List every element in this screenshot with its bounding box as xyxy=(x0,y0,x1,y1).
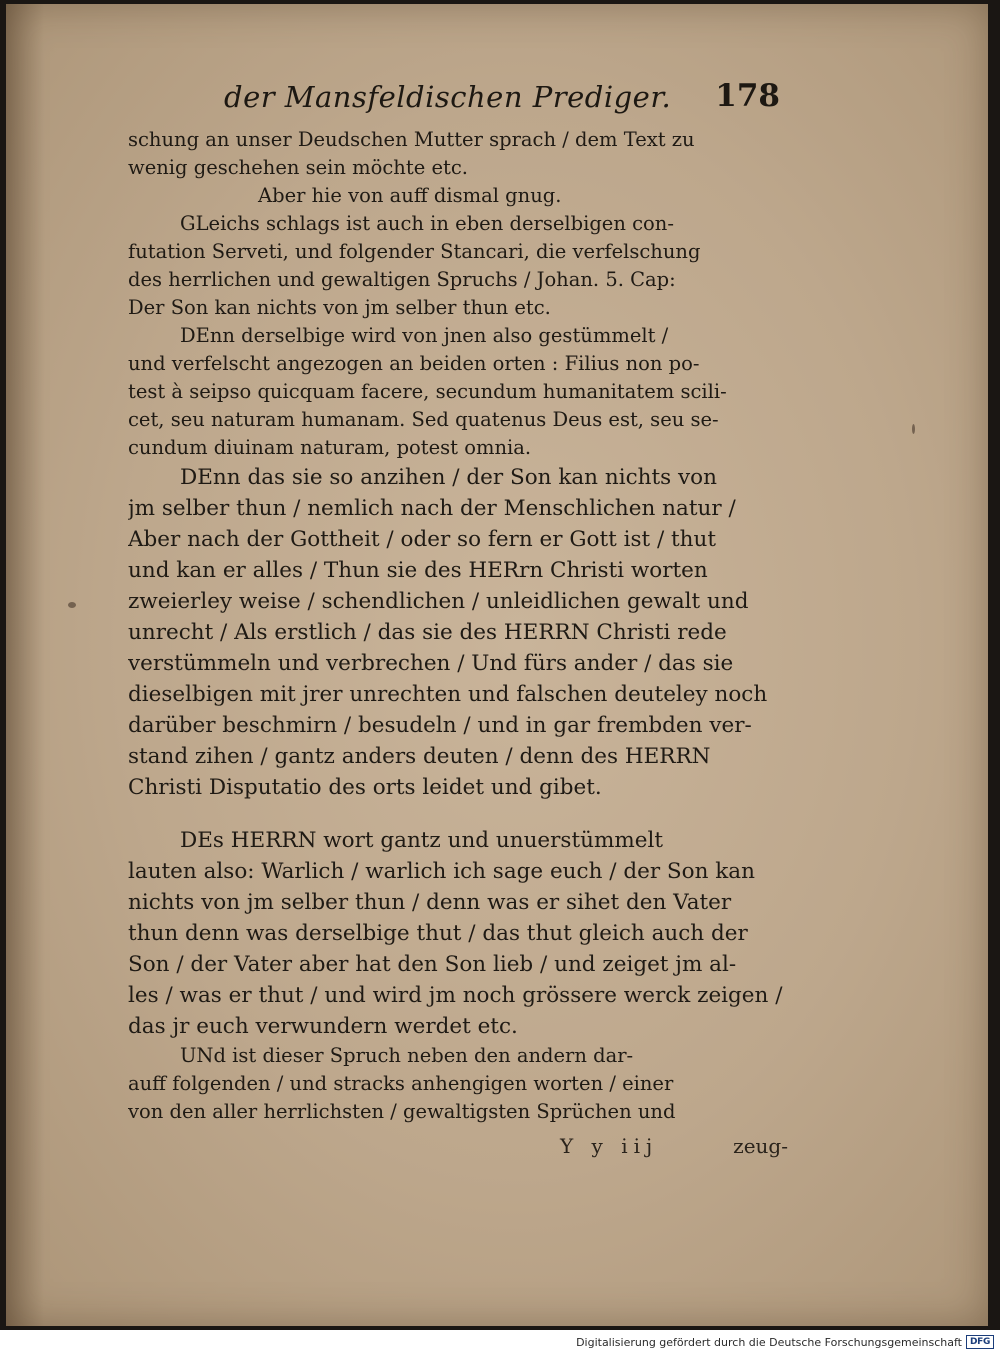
text-line: Aber nach der Gottheit / oder so fern er Gott ist / thut xyxy=(128,527,717,552)
signature-mark: Y y iij xyxy=(560,1134,659,1158)
paragraph-gap xyxy=(128,803,788,825)
text-line: lauten also: Warlich / warlich ich sage euch / der Son kan xyxy=(128,859,755,884)
paragraph-start: DEnn das sie so anzihen / der Son kan nichts von xyxy=(180,465,717,490)
text-line: schung an unser Deudschen Mutter sprach / dem Text zu xyxy=(128,128,695,151)
text-line: Son / der Vater aber hat den Son lieb / und zeiget jm al- xyxy=(128,952,737,977)
text-block xyxy=(128,126,788,1126)
catchword: zeug- xyxy=(733,1134,788,1158)
text-line: zweierley weise / schendlichen / unleidlichen gewalt und xyxy=(128,589,749,614)
text-line: Aber hie von auff dismal gnug. xyxy=(258,184,562,207)
text-line: das jr euch verwundern werdet etc. xyxy=(128,1014,518,1039)
text-line: unrecht / Als erstlich / das sie des HERRN Christi rede xyxy=(128,620,727,645)
text-line: und kan er alles / Thun sie des HERrn Christi worten xyxy=(128,558,708,583)
text-line: Christi Disputatio des orts leidet und gibet. xyxy=(128,775,602,800)
paragraph-start: DEnn derselbige wird von jnen also gestümmelt / xyxy=(180,324,669,347)
ink-speck xyxy=(68,602,76,608)
text-line: auff folgenden / und stracks anhengigen worten / einer xyxy=(128,1072,674,1095)
text-line: von den aller herrlichsten / gewaltigsten Sprüchen und xyxy=(128,1100,676,1123)
text-line: wenig geschehen sein möchte etc. xyxy=(128,156,468,179)
funding-credit: Digitalisierung gefördert durch die Deutsche Forschungsgemeinschaft xyxy=(576,1336,962,1349)
running-head: der Mansfeldischen Prediger. xyxy=(224,80,672,114)
text-line: jm selber thun / nemlich nach der Menschlichen natur / xyxy=(128,496,736,521)
text-line: des herrlichen und gewaltigen Spruchs / Johan. 5. Cap: xyxy=(128,268,676,291)
latin-line: cet, seu naturam humanam. Sed quatenus Deus est, seu se- xyxy=(128,408,719,431)
signature-line xyxy=(128,1134,788,1164)
dfg-logo-icon: DFG xyxy=(966,1335,994,1349)
page-gutter-shadow xyxy=(6,4,44,1326)
page-header xyxy=(224,78,780,122)
text-line: dieselbigen mit jrer unrechten und falschen deuteley noch xyxy=(128,682,768,707)
latin-line: cundum diuinam naturam, potest omnia. xyxy=(128,436,532,459)
paragraph-start: UNd ist dieser Spruch neben den andern dar- xyxy=(180,1044,634,1067)
text-line: verstümmeln und verbrechen / Und fürs ander / das sie xyxy=(128,651,734,676)
text-line: nichts von jm selber thun / denn was er sihet den Vater xyxy=(128,890,732,915)
text-line: futation Serveti, und folgender Stancari, die verfelschung xyxy=(128,240,701,263)
text-line: Der Son kan nichts von jm selber thun etc. xyxy=(128,296,551,319)
text-line: und verfelscht angezogen an beiden orten : Filius non po- xyxy=(128,352,700,375)
latin-line: test à seipso quicquam facere, secundum humanitatem scili- xyxy=(128,380,727,403)
footer-bar xyxy=(0,1330,1000,1356)
text-line: thun denn was derselbige thut / das thut gleich auch der xyxy=(128,921,748,946)
paragraph-start: DEs HERRN wort gantz und unuerstümmelt xyxy=(180,828,663,853)
paragraph-start: GLeichs schlags ist auch in eben derselbigen con- xyxy=(180,212,674,235)
text-line: stand zihen / gantz anders deuten / denn des HERRN xyxy=(128,744,711,769)
text-line: les / was er thut / und wird jm noch grössere werck zeigen / xyxy=(128,983,783,1008)
ink-speck xyxy=(912,424,915,434)
page-number: 178 xyxy=(715,78,780,114)
text-line: darüber beschmirn / besudeln / und in gar frembden ver- xyxy=(128,713,752,738)
